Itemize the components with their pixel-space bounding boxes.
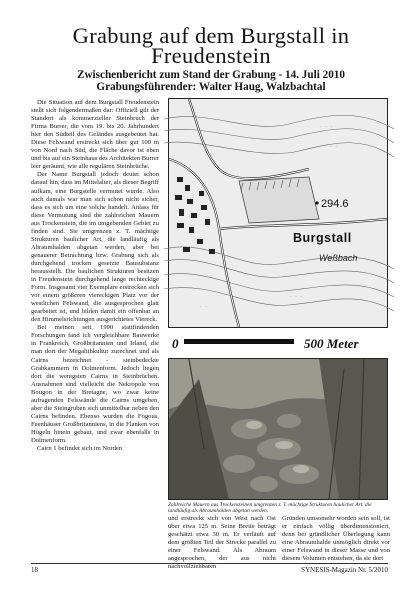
body-column-right: Gründen umsomehr worden sein soll, ist er einfach völlig überdimensioniert, denn bei gründlicher Überlegung kann eine Abraumhalde unmöglich direkt vor einer Felswand in dieser Masse und von diesem Volumen entstehen, da sie dort (282, 515, 390, 563)
svg-text:᛫ ᛫: ᛫ ᛫ (199, 305, 208, 311)
topographic-map (168, 98, 388, 328)
svg-text:᛫ ᛫ ᛫: ᛫ ᛫ ᛫ (319, 125, 334, 131)
scale-bar-drawing (168, 330, 388, 356)
scale-distance-label: 500 Meter (304, 336, 359, 351)
magazine-issue: SYNESIS-Magazin Nr. 5/2010 (301, 566, 388, 574)
report-date-line: Zwischenbericht zum Stand der Grabung - 14. Juli 2010 (76, 69, 345, 81)
svg-text:᛫ ᛫: ᛫ ᛫ (329, 145, 338, 151)
map-scale-bar (168, 330, 388, 356)
map-elevation-label: 294.6 (321, 198, 349, 210)
footer-divider (31, 563, 388, 564)
article-title: Grabung auf dem Burgstall in Freudenstein (72, 23, 350, 68)
article-subtitle (36, 69, 386, 93)
paragraph: Cairn 1 befindet sich im Norden (37, 445, 123, 453)
excavation-leader-line: Grabungsführender: Walter Haug, Walzbachtal (96, 81, 326, 93)
map-drawing (169, 99, 387, 327)
body-column-middle: und erstreckt sich von West nach Ost über etwa 125 m. Seine Breite beträgt geschätzt etwa 30 m. Er verläuft auf dem größten Teil der Strecke parallel zu einer Felswand. Als Abraum angesprochen, der aus nicht nachvollziehbaren (168, 515, 276, 571)
paragraph: Bei meinen seit 1990 stattfindenden Forschungen fand ich vergleichbare Bauwerke in Frankreich, Großbritannien und Irland, die man dort der Megalithkultur zurechnet und als Cairns bezeichnet - steinbedeckte Grabkammern in Dolmenform. Jedoch liegen dort die wenigsten Cairns in Steinbrüchen. Ausnahmen sind vielleicht die Nekropole von Bougon in der Bretagne, wo zwar keine aufragenden Felswände die Cairns umgeben, aber die Steingruben sich unmittelbar neben den Cairns befinden. Ebenso wurden die Fogous, Feenhäuser Großbritanniens, in die Flanken von Hügeln hinein gebaut, und zwar ebenfalls in Dolmenform. (31, 324, 159, 444)
photo-drawing (169, 359, 387, 499)
excavation-photo (168, 358, 388, 500)
page-number: 18 (31, 566, 38, 574)
body-column-left (31, 99, 159, 559)
map-place-label: Burgstall (293, 231, 352, 245)
photo-caption: Zahlreiche Mauern aus Trockensteinen umgrenzen z. T. mächtige Strukturen baulicher Art, die landläufig als Abraumhalden abgetan werden. (168, 502, 372, 515)
svg-text:᛫ ᛫ ᛫: ᛫ ᛫ ᛫ (289, 295, 304, 301)
scale-zero-label: 0 (172, 336, 179, 351)
map-field-label: Weßbach (319, 253, 358, 263)
paragraph: Der Name Burgstall jedoch deutet schon darauf hin, dass im Mittelalter, als dieser Begriff aufkam, eine Burgstelle vermutet wurde. Also auch damals war man sich schon nicht sicher, dass es sich um eine solche handelt. Anlass für diese Vermutung sind die zahlreichen Mauern aus Trockenstein, die im umgebenden Gebiet zu finden sind. Sie umgrenzen z. T. mächtige Strukturen baulicher Art, die landläufig als Abraumhalden abgetan werden, aber bei genauerer Betrachtung bzw. Grabung sich als durchgehend trocken gesetzte Bausubstanz herausstellt. Die baulichen Strukturen besitzen in Freudenstein durchgehend lange rechteckige Form. Insgesamt vier Exemplare erstrecken sich vor einem größeren viereckigen Platz vor der westlichen Felswand, die ausgesprochen glatt gearbeitet ist, und bilden damit ein offenbar an den Himmelsrichtungen ausgerichtetes Viereck. (31, 171, 159, 324)
paragraph: Die Situation auf dem Burgstall Freudenstein stellt sich folgendermaßen dar: Offiziell gilt der Standort als kommerzieller Steinbruch der Firma Burrer, die vom 19. bis 20. Jahrhundert hier den Südteil des Geländes ausgebeutet hat. Diese Felswand erstreckt sich über gut 100 m von Nord nach Süd, die Fläche davor ist eben und bis auf ein Steinhaus des Architekten Burrer leer geräumt, wie alle regulären Steinbrüche. (31, 99, 159, 171)
